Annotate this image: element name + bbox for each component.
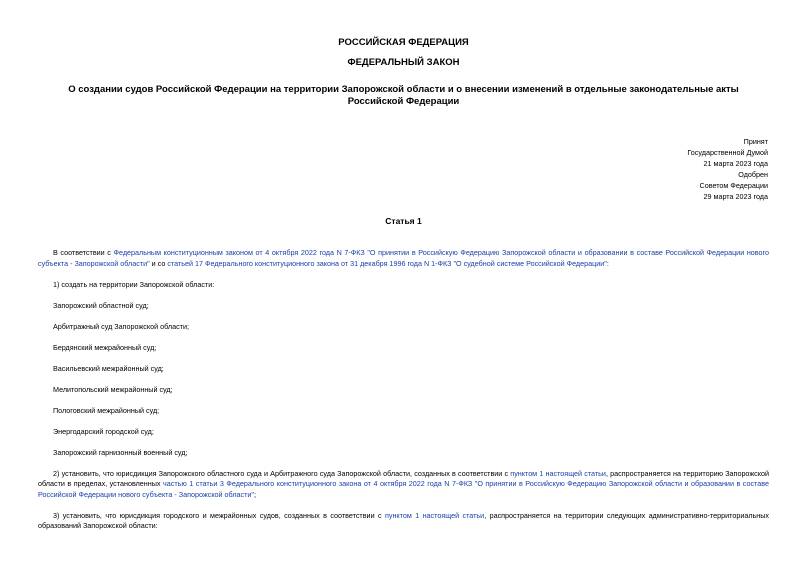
item-3-text: , распространяется на территории следующих административно-территориальных образований Запорожской области: bbox=[38, 510, 770, 530]
fkz-1-article-17-link[interactable]: статьей 17 Федерального конституционного закона от 31 декабря 1996 года N 1-ФКЗ "О судебной системе Российской Федерации" bbox=[167, 258, 607, 268]
item-2-text: ; bbox=[253, 489, 256, 499]
court-item: Васильевский межрайонный суд; bbox=[53, 363, 164, 373]
approval-date: 29 марта 2023 года bbox=[703, 192, 768, 201]
adoption-info bbox=[687, 136, 768, 202]
intro-paragraph bbox=[38, 248, 769, 269]
intro-text: : bbox=[606, 258, 609, 268]
fkz-7-link[interactable]: Федеральным конституционным законом от 4 октября 2022 года N 7-ФКЗ "О принятии в Российскую Федерацию Запорожской области и образовании в составе Российской Федерации нового субъекта - Запорожской области" bbox=[38, 248, 770, 268]
approval-line: Одобрен bbox=[738, 170, 768, 179]
approval-line: Советом Федерации bbox=[699, 181, 768, 190]
item-2 bbox=[38, 469, 769, 501]
court-item: Бердянский межрайонный суд; bbox=[53, 342, 157, 352]
adoption-line: Государственной Думой bbox=[687, 148, 768, 157]
court-item: Пологовский межрайонный суд; bbox=[53, 405, 160, 415]
item-1-reference-link[interactable]: пунктом 1 настоящей статьи bbox=[384, 510, 485, 520]
intro-text: В соответствии с bbox=[53, 248, 114, 257]
court-item: Энергодарский городской суд; bbox=[53, 426, 154, 436]
fkz-7-article-3-link[interactable]: частью 1 статьи 3 Федерального конституционного закона от 4 октября 2022 года N 7-ФКЗ "О принятии в Российскую Федерацию Запорожской области и образовании в составе Российской Федерации нового субъекта - Запорожской области" bbox=[38, 479, 769, 499]
item-1-reference-link[interactable]: пунктом 1 настоящей статьи bbox=[510, 468, 606, 478]
adoption-date: 21 марта 2023 года bbox=[703, 159, 768, 168]
intro-text: и со bbox=[149, 258, 168, 268]
court-item: Запорожский областной суд; bbox=[53, 300, 149, 310]
law-type-heading: ФЕДЕРАЛЬНЫЙ ЗАКОН bbox=[347, 57, 460, 68]
item-2-text: 2) установить, что юрисдикция Запорожского областного суда и Арбитражного суда Запорожской области, созданных в соответствии с bbox=[53, 468, 511, 478]
law-title: О создании судов Российской Федерации на территории Запорожской области и о внесении изменений в отдельные законодательные акты Российской Федерации bbox=[68, 84, 739, 107]
country-heading: РОССИЙСКАЯ ФЕДЕРАЦИЯ bbox=[338, 37, 469, 48]
court-item: Арбитражный суд Запорожской области; bbox=[53, 321, 189, 331]
court-item: Запорожский гарнизонный военный суд; bbox=[53, 447, 188, 457]
article-title: Статья 1 bbox=[385, 216, 422, 226]
item-3-text: 3) установить, что юрисдикция городского и межрайонных судов, созданных в соответствии с bbox=[53, 510, 385, 520]
article-body bbox=[38, 248, 769, 542]
item-3 bbox=[38, 511, 769, 532]
court-item: Мелитопольский межрайонный суд; bbox=[53, 384, 173, 394]
item-1: 1) создать на территории Запорожской области: bbox=[53, 279, 215, 289]
adoption-line: Принят bbox=[743, 137, 768, 146]
item-2-text: , распространяется на территорию Запорожской области в пределах, установленных bbox=[38, 468, 769, 488]
